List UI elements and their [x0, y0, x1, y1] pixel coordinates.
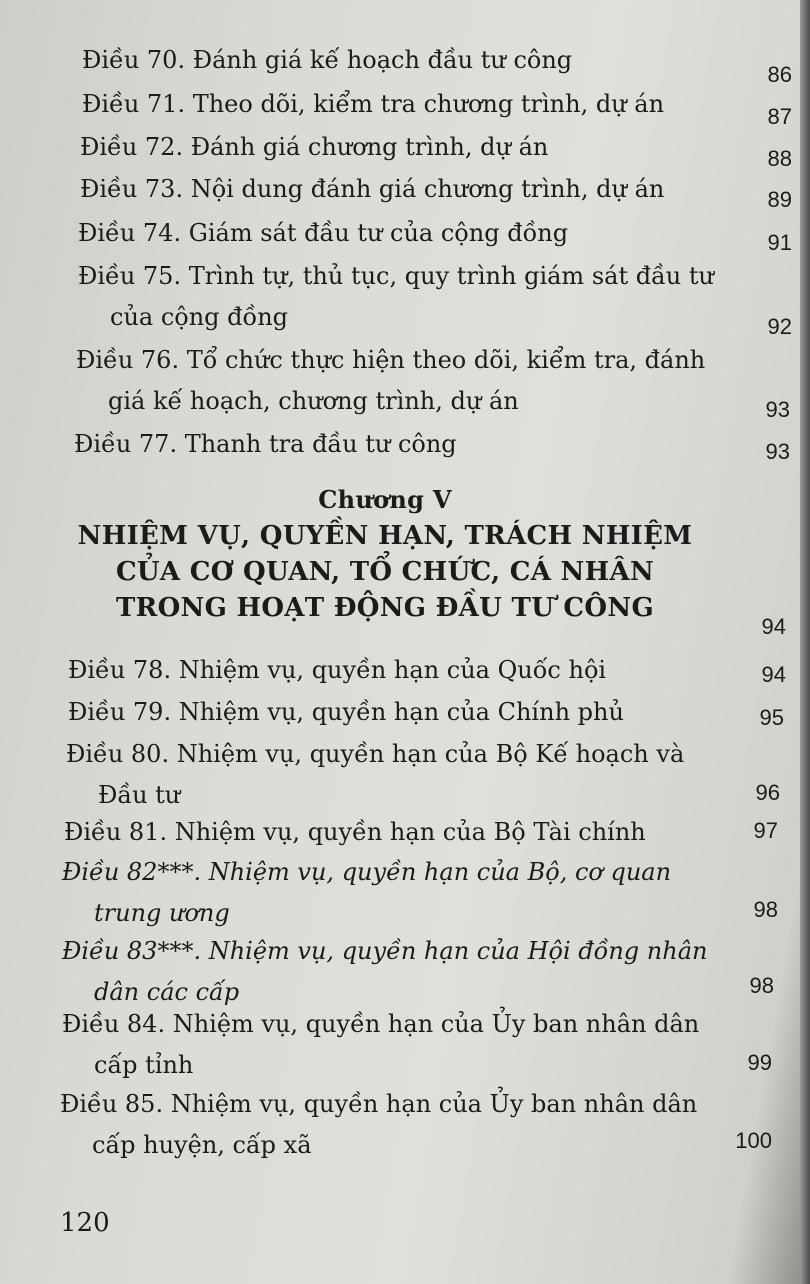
toc-entry-text: Điều 81. Nhiệm vụ, quyền hạn của Bộ Tài chính: [64, 818, 646, 846]
toc-entry-text: Điều 76. Tổ chức thực hiện theo dõi, kiểm tra, đánh: [76, 346, 706, 374]
toc-page-number: 94: [761, 662, 786, 687]
toc-entry-continuation: cấp huyện, cấp xã: [92, 1131, 312, 1159]
toc-entry-continuation: Đầu tư: [98, 781, 181, 809]
toc-entry-71: [82, 90, 664, 118]
toc-page-number: 92: [767, 314, 792, 339]
toc-entry-text: Điều 78. Nhiệm vụ, quyền hạn của Quốc hội: [68, 656, 607, 684]
toc-entry-continuation: dân các cấp: [94, 978, 240, 1006]
toc-page-number: 99: [747, 1050, 772, 1075]
chapter-heading: [60, 482, 710, 626]
chapter-title-line: NHIỆM VỤ, QUYỀN HẠN, TRÁCH NHIỆM: [77, 521, 693, 551]
toc-entry-continuation: cấp tỉnh: [94, 1051, 194, 1079]
toc-entry-77: [74, 430, 457, 458]
toc-page-number: 93: [765, 439, 790, 464]
toc-entry-text: Điều 71. Theo dõi, kiểm tra chương trình, dự án: [82, 90, 665, 118]
toc-entry-continuation: trung ương: [94, 899, 230, 927]
toc-entry-80: [66, 740, 684, 809]
toc-page-number: 98: [753, 897, 778, 922]
chapter-label: Chương V: [318, 485, 452, 514]
toc-entry-text: Điều 77. Thanh tra đầu tư công: [74, 430, 457, 458]
toc-entry-85: [60, 1090, 697, 1159]
toc-entry-text: Điều 84. Nhiệm vụ, quyền hạn của Ủy ban nhân dân: [62, 1010, 700, 1038]
toc-page-number: 91: [767, 230, 792, 255]
toc-entry-78: [68, 656, 606, 684]
toc-page-number: 93: [765, 397, 790, 422]
toc-page-number: 88: [767, 146, 792, 171]
toc-entry-text: Điều 70. Đánh giá kế hoạch đầu tư công: [82, 46, 573, 74]
toc-entry-continuation: giá kế hoạch, chương trình, dự án: [108, 387, 519, 415]
toc-entry-text: Điều 73. Nội dung đánh giá chương trình, dự án: [80, 175, 665, 203]
toc-entry-73: [80, 175, 664, 203]
toc-entry-text: Điều 80. Nhiệm vụ, quyền hạn của Bộ Kế hoạch và: [66, 740, 685, 768]
toc-entry-82: [62, 858, 671, 927]
toc-entry-75: [78, 262, 714, 331]
toc-entry-79: [68, 698, 624, 726]
toc-entry-text: Điều 83***. Nhiệm vụ, quyền hạn của Hội đồng nhân: [62, 937, 708, 965]
toc-entry-84: [62, 1010, 699, 1079]
toc-page-number: 96: [755, 780, 780, 805]
toc-page-number: 100: [735, 1128, 772, 1153]
toc-page-number: 95: [759, 705, 784, 730]
toc-page-number: 89: [767, 187, 792, 212]
toc-page-number: 87: [767, 104, 792, 129]
toc-entry-76: [76, 346, 705, 415]
toc-page-number: 97: [753, 818, 778, 843]
toc-entry-text: Điều 82***. Nhiệm vụ, quyền hạn của Bộ, cơ quan: [62, 858, 672, 886]
page-edge: [800, 0, 810, 1284]
toc-entry-text: Điều 75. Trình tự, thủ tục, quy trình giám sát đầu tư: [78, 262, 714, 290]
toc-page-number: 98: [749, 973, 774, 998]
toc-entry-text: Điều 85. Nhiệm vụ, quyền hạn của Ủy ban nhân dân: [60, 1090, 698, 1118]
toc-entry-70: [82, 46, 572, 74]
toc-entry-text: Điều 79. Nhiệm vụ, quyền hạn của Chính phủ: [68, 698, 624, 726]
page-number: 120: [60, 1208, 110, 1238]
toc-entry-continuation: của cộng đồng: [110, 303, 289, 331]
toc-entry-74: [78, 219, 568, 247]
toc-entry-72: [80, 133, 548, 161]
toc-entry-text: Điều 74. Giám sát đầu tư của cộng đồng: [78, 219, 569, 247]
toc-entry-text: Điều 72. Đánh giá chương trình, dự án: [80, 133, 549, 161]
toc-entry-83: [62, 937, 707, 1006]
toc-page-number: 86: [767, 62, 792, 87]
toc-entry-81: [64, 818, 646, 846]
chapter-title-line: TRONG HOẠT ĐỘNG ĐẦU TƯ CÔNG: [116, 593, 654, 623]
chapter-page-number: 94: [761, 614, 786, 639]
chapter-title-line: CỦA CƠ QUAN, TỔ CHỨC, CÁ NHÂN: [115, 557, 655, 587]
